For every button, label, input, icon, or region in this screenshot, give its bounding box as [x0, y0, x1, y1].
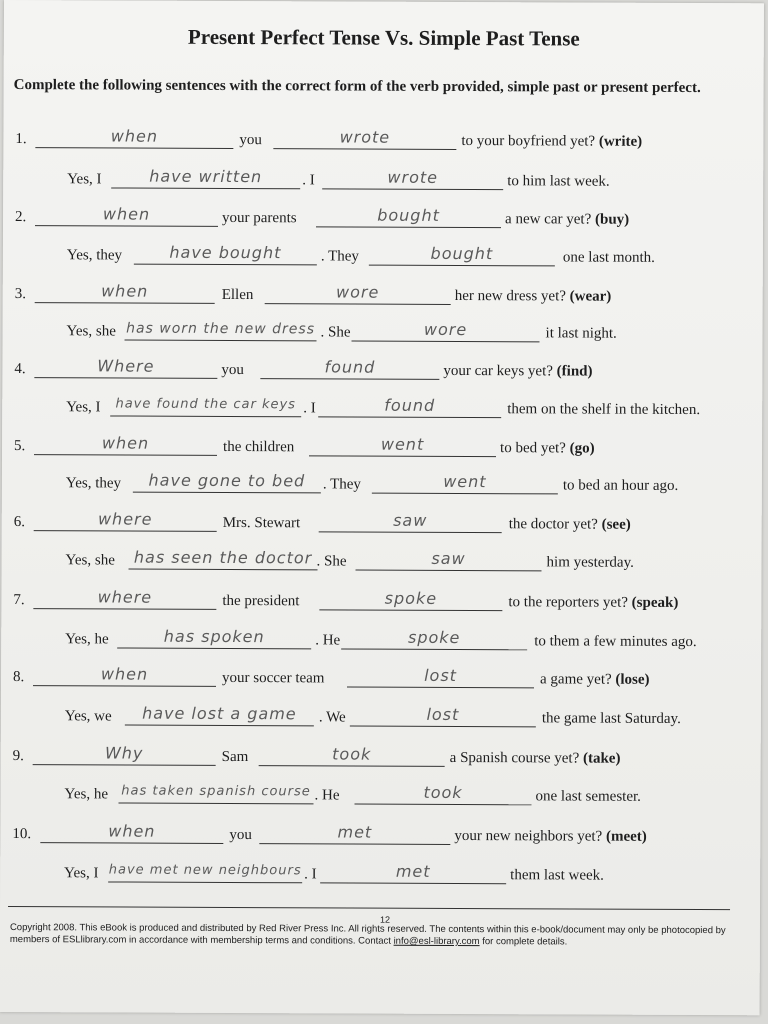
question-subject: the children [223, 438, 295, 456]
handwritten-answer: met [337, 822, 373, 842]
answer-row [1, 549, 761, 576]
answer-row [1, 705, 761, 732]
question-subject: your parents [222, 209, 297, 227]
question-ending [500, 440, 595, 457]
answer-ending: to him last week. [507, 173, 610, 190]
answer-prefix: Yes, I [67, 171, 102, 188]
question-row [1, 589, 761, 616]
verb-hint: (buy) [594, 211, 630, 228]
answer-subject: . She [320, 324, 351, 341]
verb-hint: (lose) [615, 671, 650, 688]
question-text: her new dress yet? [454, 287, 566, 305]
handwritten-answer: have found the car keys [115, 396, 297, 413]
question-row [2, 435, 762, 462]
handwritten-answer: has worn the new dress [126, 320, 316, 338]
handwritten-answer: has taken spanish course [121, 783, 311, 800]
answer-row [3, 168, 763, 195]
answer-row [2, 320, 762, 347]
verb-hint: (go) [569, 440, 595, 457]
handwritten-answer: where [97, 587, 153, 607]
copyright-line-2a: photocopied by members of ESLlibrary.com in accordance with membership terms and conditions. Contact [9, 924, 726, 947]
question-ending [508, 594, 678, 612]
verb-hint: (speak) [631, 594, 679, 611]
question-row [2, 511, 762, 538]
answer-prefix: Yes, she [65, 552, 115, 569]
answer-ending: him yesterday. [546, 554, 634, 571]
handwritten-answer: wrote [339, 127, 391, 147]
question-row [1, 666, 761, 693]
answer-ending: to bed an hour ago. [562, 477, 679, 494]
answer-ending: to them a few minutes ago. [534, 633, 697, 651]
question-text: to the reporters yet? [508, 594, 628, 611]
handwritten-answer: went [443, 471, 487, 492]
verb-hint: (meet) [605, 828, 647, 845]
question-text: a game yet? [540, 671, 612, 688]
question-text: a Spanish course yet? [449, 749, 580, 767]
footer-divider [8, 906, 730, 910]
handwritten-answer: took [423, 782, 463, 803]
answer-blank-present-perfect[interactable] [110, 395, 301, 417]
instructions: Complete the following sentences with the correct form of the verb provided, simple past or present perfect. [13, 77, 701, 97]
answer-ending: one last semester. [535, 788, 641, 805]
answer-ending: it last night. [545, 325, 617, 342]
question-row [3, 128, 763, 155]
question-subject: Ellen [221, 286, 254, 304]
answer-blank-present-perfect[interactable] [111, 167, 300, 189]
answer-blank-question-word[interactable] [35, 282, 215, 304]
handwritten-answer: when [110, 126, 159, 146]
item-number: 5. [14, 438, 26, 455]
handwritten-answer: found [324, 357, 376, 377]
answer-prefix: Yes, I [64, 865, 99, 882]
verb-hint: (find) [556, 363, 593, 380]
answer-subject: . They [320, 248, 359, 265]
answer-prefix: Yes, we [64, 708, 112, 725]
answer-blank-question-word[interactable] [33, 665, 216, 687]
answer-ending: the game last Saturday. [541, 710, 681, 727]
handwritten-answer: went [380, 434, 425, 454]
answer-prefix: Yes, she [66, 323, 116, 340]
question-text: the doctor yet? [508, 516, 598, 533]
handwritten-answer: have bought [169, 242, 282, 263]
question-subject: Mrs. Stewart [222, 514, 301, 532]
answer-blank-verb[interactable] [265, 283, 451, 305]
answer-row [0, 783, 760, 810]
handwritten-answer: when [101, 433, 150, 453]
answer-blank-verb[interactable] [259, 745, 445, 767]
item-number: 9. [12, 748, 24, 765]
question-ending [461, 133, 642, 151]
handwritten-answer: spoke [407, 627, 461, 647]
question-text: your car keys yet? [443, 362, 553, 380]
answer-blank-present-perfect[interactable] [125, 320, 317, 342]
question-ending [505, 211, 629, 229]
item-number: 6. [13, 514, 26, 531]
question-row [0, 823, 760, 850]
handwritten-answer: bought [430, 243, 494, 264]
handwritten-answer: have lost a game [142, 703, 297, 724]
verb-hint: (write) [598, 133, 643, 150]
copyright-notice [10, 922, 740, 949]
item-number: 2. [15, 209, 27, 226]
handwritten-answer: wore [336, 282, 380, 302]
answer-blank-simple-past[interactable] [352, 321, 540, 343]
item-number: 3. [14, 286, 27, 303]
answer-blank-present-perfect[interactable] [117, 628, 311, 650]
answer-subject: . I [302, 172, 315, 189]
page-number: 12 [379, 914, 391, 925]
answer-row [3, 244, 763, 271]
handwritten-answer: have gone to bed [148, 470, 306, 491]
question-row [3, 283, 763, 310]
handwritten-answer: saw [393, 510, 428, 530]
question-row [3, 206, 763, 233]
answer-blank-question-word[interactable] [40, 822, 223, 844]
question-text: to bed yet? [500, 440, 566, 457]
answer-prefix: Yes, they [65, 475, 122, 492]
copyright-line-1: Copyright 2008. This eBook is produced and distributed by Red River Press Inc. All rights reserved. The contents within this e-book/document may only be [9, 922, 659, 936]
handwritten-answer: when [100, 664, 149, 684]
answer-blank-present-perfect[interactable] [129, 549, 318, 571]
handwritten-answer: lost [424, 665, 458, 685]
answer-prefix: Yes, I [66, 399, 101, 416]
handwritten-answer: when [102, 204, 151, 224]
answer-subject: . They [322, 476, 361, 493]
answer-blank-simple-past[interactable] [356, 550, 542, 572]
question-ending [443, 363, 592, 381]
answer-blank-simple-past[interactable] [322, 168, 503, 190]
verb-hint: (see) [601, 516, 631, 533]
handwritten-answer: spoke [384, 588, 438, 608]
answer-blank-question-word[interactable] [34, 510, 217, 532]
answer-subject: . He [315, 632, 341, 649]
question-ending [509, 516, 631, 534]
answer-blank-question-word[interactable] [35, 205, 218, 227]
handwritten-answer: took [332, 744, 372, 764]
question-text: your new neighbors yet? [454, 827, 603, 845]
answer-blank-simple-past[interactable] [341, 628, 527, 650]
question-text: a new car yet? [505, 211, 592, 228]
item-number: 7. [13, 592, 25, 609]
answer-blank-verb[interactable] [273, 128, 456, 150]
answer-blank-simple-past[interactable] [369, 245, 555, 267]
answer-blank-question-word[interactable] [34, 357, 217, 379]
question-subject: Sam [221, 748, 249, 766]
question-subject: your soccer team [222, 669, 325, 687]
answer-blank-simple-past[interactable] [372, 473, 558, 495]
answer-subject: . We [318, 709, 346, 726]
answer-row [2, 472, 762, 499]
question-subject: you [239, 132, 262, 149]
answer-blank-simple-past[interactable] [354, 784, 531, 806]
handwritten-answer: when [101, 281, 149, 301]
handwritten-answer: met [395, 861, 431, 881]
handwritten-answer: where [97, 509, 153, 529]
answer-blank-verb[interactable] [259, 823, 450, 845]
question-ending [540, 671, 650, 688]
answer-subject: . I [304, 866, 317, 883]
handwritten-answer: wrote [387, 167, 439, 187]
copyright-line-2b: for complete details. [479, 936, 568, 948]
answer-ending: them on the shelf in the kitchen. [507, 401, 701, 419]
handwritten-answer: saw [431, 548, 466, 569]
answer-blank-simple-past[interactable] [320, 862, 506, 884]
answer-blank-verb[interactable] [260, 358, 439, 380]
handwritten-answer: found [384, 395, 436, 415]
answer-prefix: Yes, they [66, 247, 123, 264]
handwritten-answer: has seen the doctor [133, 547, 313, 568]
answer-blank-present-perfect[interactable] [133, 472, 321, 494]
answer-prefix: Yes, he [64, 786, 109, 803]
answer-blank-question-word[interactable] [33, 588, 216, 610]
answer-row [2, 396, 762, 423]
handwritten-answer: Where [97, 356, 155, 376]
answer-blank-question-word[interactable] [33, 744, 216, 766]
handwritten-answer: have met new neighbours [108, 862, 302, 879]
answer-blank-simple-past[interactable] [318, 396, 501, 418]
answer-row [1, 628, 761, 655]
answer-ending: one last month. [562, 249, 655, 266]
question-ending [450, 750, 621, 768]
answer-subject: . He [314, 787, 340, 804]
answer-subject: . I [303, 400, 316, 417]
item-number: 10. [12, 826, 32, 843]
question-ending [454, 828, 647, 846]
question-row [2, 358, 762, 385]
verb-hint: (wear) [569, 288, 612, 305]
answer-blank-simple-past[interactable] [350, 706, 536, 728]
handwritten-answer: have written [149, 166, 263, 187]
answer-blank-verb[interactable] [319, 589, 502, 611]
answer-blank-verb[interactable] [347, 667, 534, 689]
answer-prefix: Yes, he [65, 631, 109, 648]
handwritten-answer: bought [377, 205, 440, 225]
question-row [1, 745, 761, 772]
answer-subject: . She [316, 553, 347, 570]
item-number: 8. [13, 669, 25, 686]
question-subject: the president [222, 592, 300, 610]
answer-blank-present-perfect[interactable] [134, 244, 317, 266]
verb-hint: (take) [582, 750, 621, 767]
answer-blank-present-perfect[interactable] [125, 705, 314, 727]
worksheet-title: Present Perfect Tense Vs. Simple Past Tense [187, 24, 580, 51]
question-subject: you [221, 361, 244, 379]
handwritten-answer: wore [423, 319, 468, 340]
handwritten-answer: has spoken [163, 626, 265, 647]
answer-row [0, 862, 760, 889]
item-number: 4. [14, 361, 26, 378]
handwritten-answer: lost [426, 704, 460, 724]
answer-blank-question-word[interactable] [35, 127, 233, 149]
answer-blank-present-perfect[interactable] [118, 783, 313, 805]
question-ending [455, 288, 612, 306]
question-text: to your boyfriend yet? [461, 132, 596, 150]
answer-blank-verb[interactable] [319, 511, 502, 533]
answer-ending: them last week. [510, 867, 604, 884]
answer-blank-verb[interactable] [316, 206, 501, 228]
answer-blank-question-word[interactable] [34, 434, 217, 456]
item-number: 1. [15, 131, 27, 148]
answer-blank-present-perfect[interactable] [108, 861, 302, 883]
handwritten-answer: Why [104, 743, 144, 763]
contact-email-link[interactable]: info@esl-library.com [393, 935, 480, 948]
handwritten-answer: when [108, 821, 156, 841]
answer-blank-verb[interactable] [309, 435, 496, 457]
question-subject: you [229, 826, 252, 844]
